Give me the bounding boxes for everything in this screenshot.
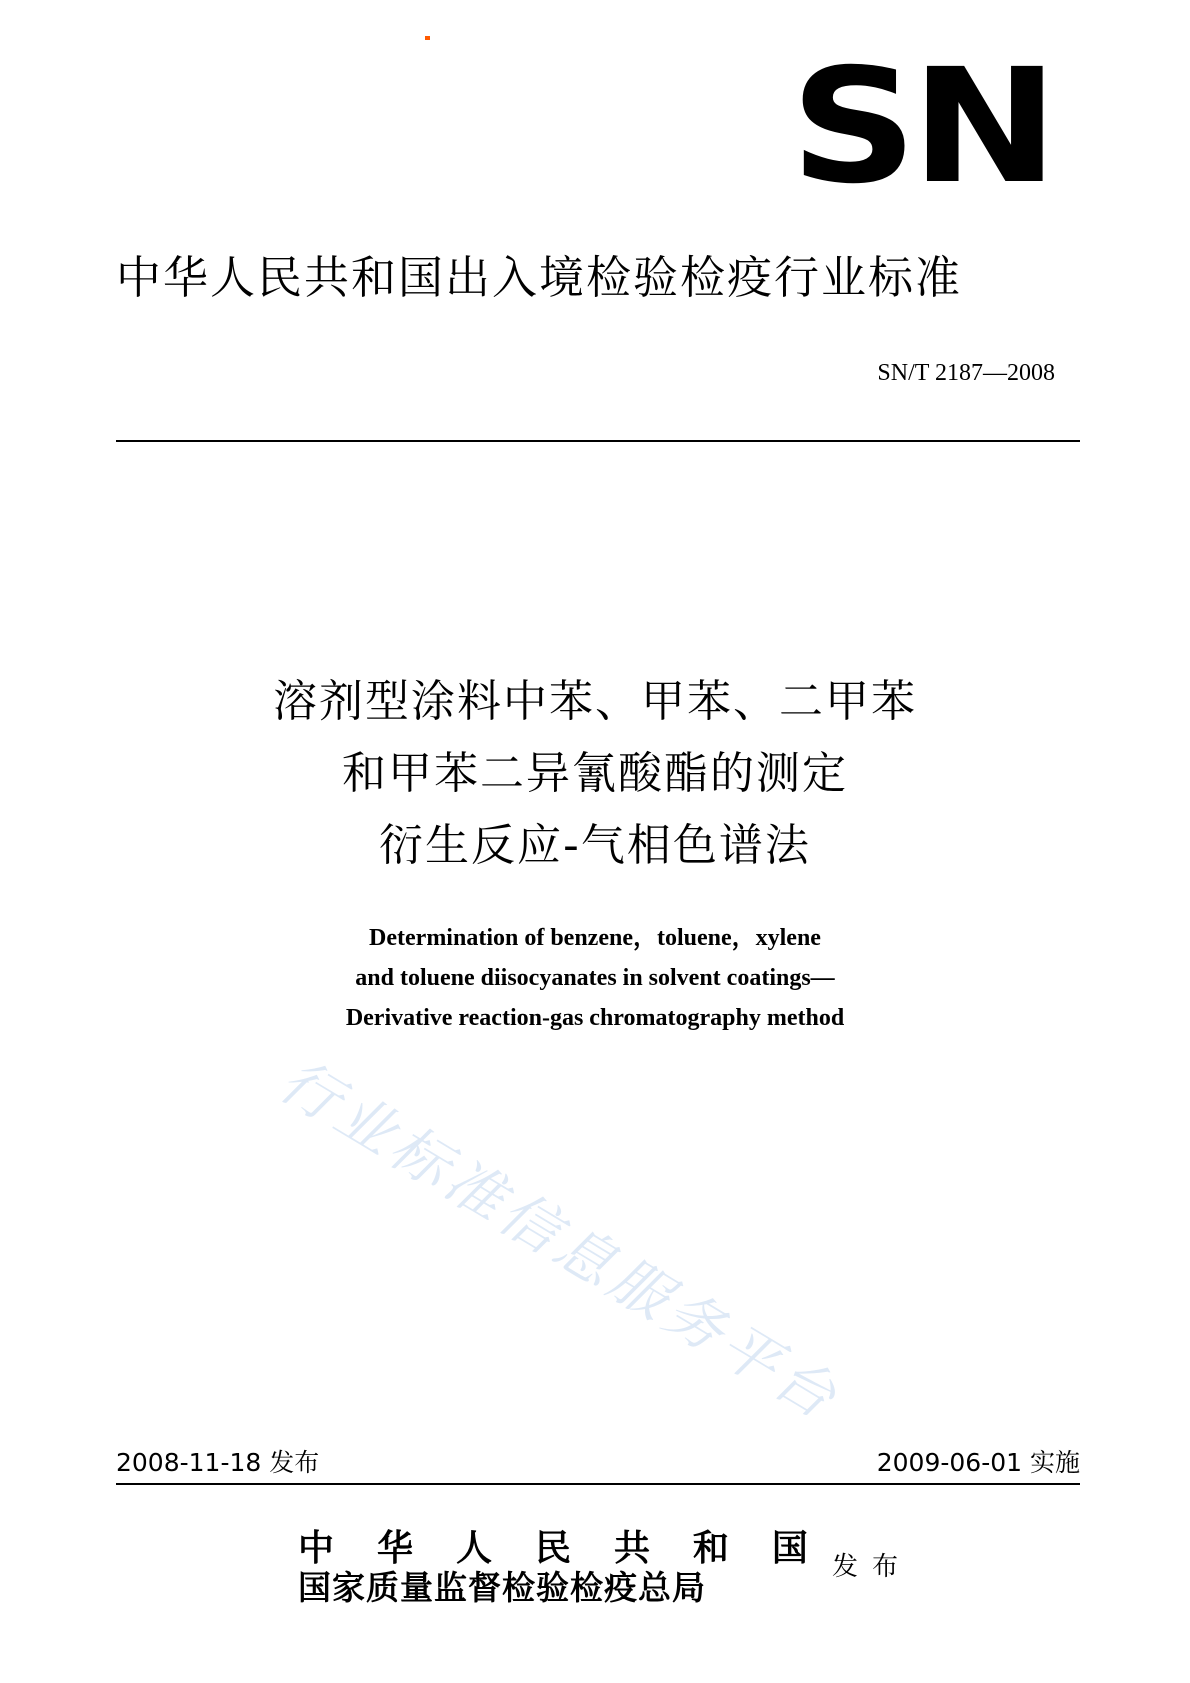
publish-label: 发布	[832, 1552, 913, 1582]
standard-code: SN/T 2187—2008	[877, 360, 1055, 386]
issuer-char: 民	[534, 1527, 571, 1569]
english-title-line-3: Derivative reaction-gas chromatography method	[345, 1005, 845, 1031]
watermark: 行业标准信息服务平台	[268, 1046, 852, 1435]
bottom-divider	[116, 1483, 1080, 1485]
chinese-title-line-2: 和甲苯二异氰酸酯的测定	[342, 748, 848, 799]
implementation-date: 2009-06-01 实施	[876, 1448, 1080, 1477]
org-title: 中华人民共和国出入境检验检疫行业标准	[116, 251, 963, 304]
issuer-char: 华	[376, 1527, 413, 1569]
chinese-title-line-3: 衍生反应-气相色谱法	[379, 820, 811, 871]
english-title	[100, 918, 1090, 1038]
english-title-line-2: and toluene diisocyanates in solvent coatings—	[355, 965, 835, 991]
issuer-char: 中	[298, 1527, 335, 1569]
chinese-title	[100, 666, 1090, 882]
sn-logo: SN	[790, 35, 1053, 219]
issue-date: 2008-11-18 发布	[116, 1448, 320, 1477]
top-divider	[116, 440, 1080, 442]
chinese-title-line-1: 溶剂型涂料中苯、甲苯、二甲苯	[273, 676, 917, 727]
issuer-char: 人	[455, 1527, 492, 1569]
issuer-char: 和	[692, 1527, 729, 1569]
accent-dot	[425, 36, 430, 40]
issuer-char: 共	[613, 1527, 650, 1569]
issuer-country	[298, 1528, 808, 1568]
english-title-line-1: Determination of benzene，toluene，xylene	[369, 925, 821, 951]
issuer-char: 国	[771, 1527, 808, 1569]
issuer-agency: 国家质量监督检验检疫总局	[298, 1568, 706, 1607]
